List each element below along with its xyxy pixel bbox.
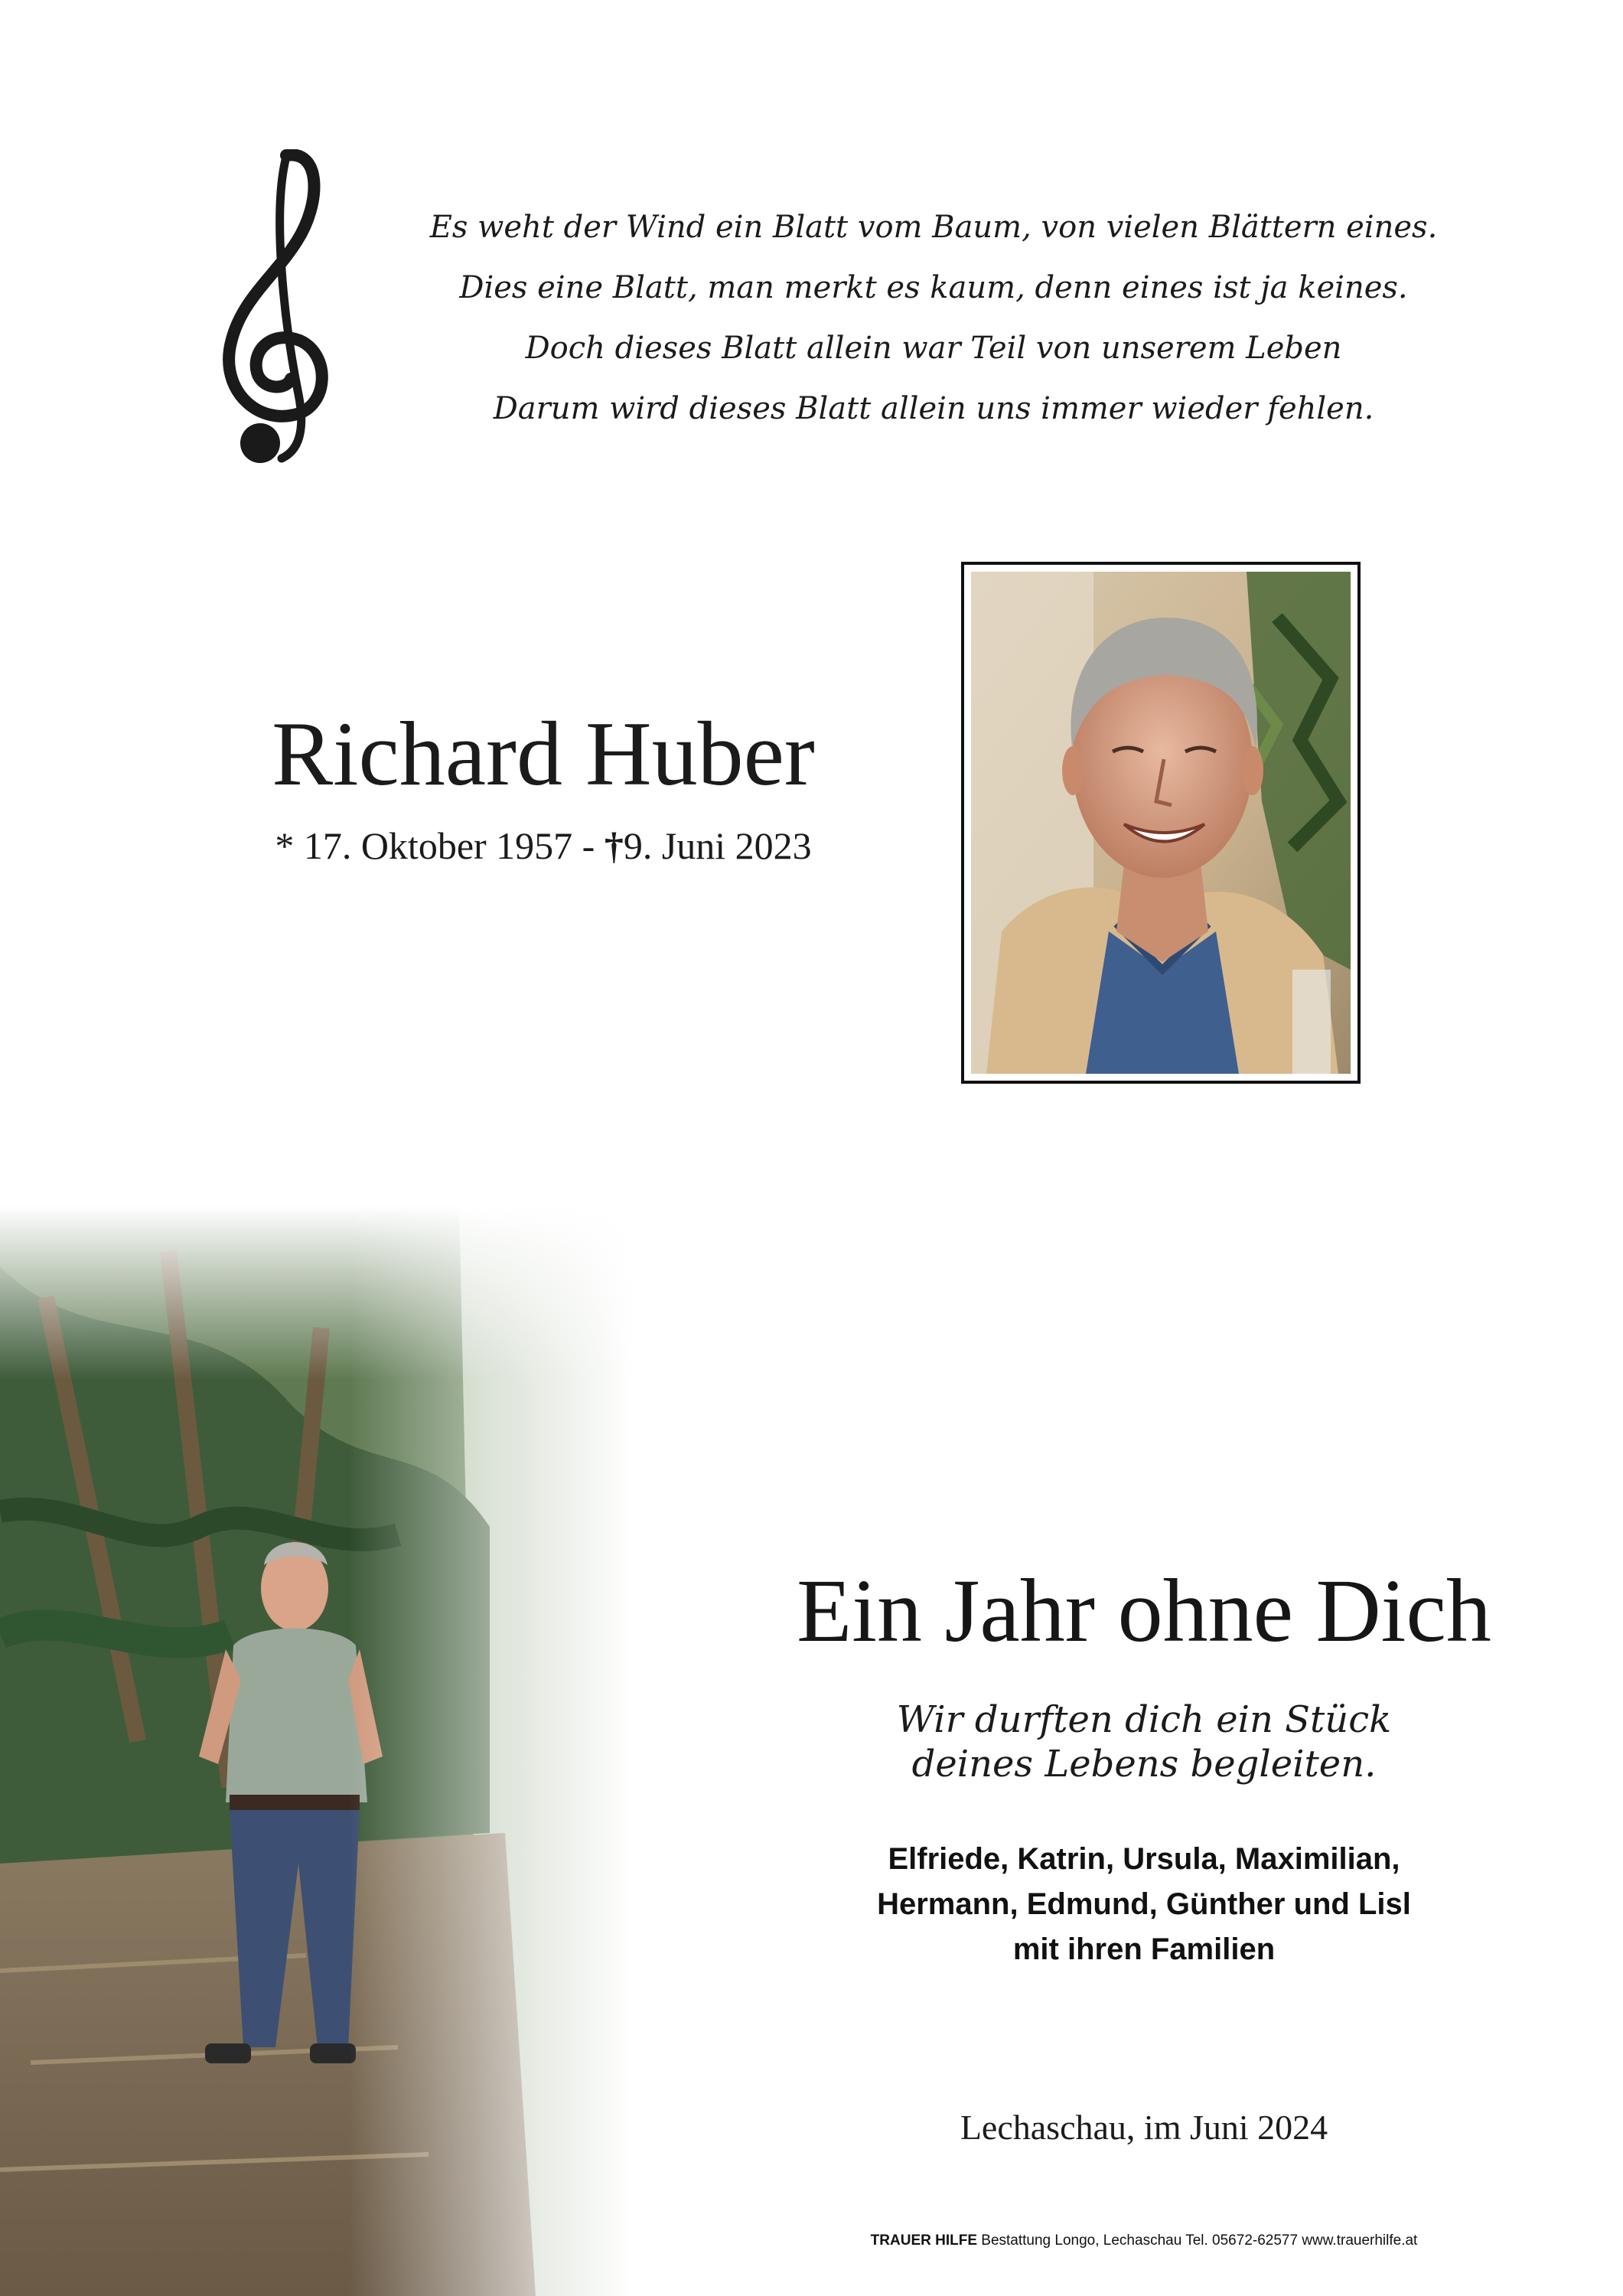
subline-line: Wir durften dich ein Stück	[896, 1698, 1392, 1741]
footer-text: Bestattung Longo, Lechaschau Tel. 05672-62577 www.trauerhilfe.at	[981, 2232, 1418, 2249]
family-line: mit ihren Familien	[1012, 1932, 1276, 1966]
birth-date: * 17. Oktober 1957 -	[275, 824, 595, 867]
poem-line: Doch dieses Blatt allein war Teil von unserem Leben	[525, 331, 1342, 366]
deceased-name: Richard Huber	[272, 703, 815, 804]
subline-line: deines Lebens begleiten.	[911, 1743, 1377, 1786]
life-dates	[230, 823, 857, 869]
standing-photo	[0, 1205, 635, 2296]
poem	[398, 197, 1469, 439]
poem-line: Es weht der Wind ein Blatt vom Baum, von vielen Blättern eines.	[429, 210, 1438, 245]
footer	[735, 2232, 1553, 2250]
poem-line: Dies eine Blatt, man merkt es kaum, denn eines ist ja keines.	[459, 270, 1408, 305]
treble-clef-icon	[207, 149, 344, 471]
place-date: Lechaschau, im Juni 2024	[960, 2108, 1328, 2147]
portrait-photo	[961, 562, 1361, 1084]
family-names	[735, 1837, 1553, 1972]
footer-brand: TRAUER HILFE	[870, 2232, 977, 2249]
family-line: Elfriede, Katrin, Ursula, Maximilian,	[888, 1842, 1400, 1876]
headline: Ein Jahr ohne Dich	[797, 1561, 1491, 1661]
family-line: Hermann, Edmund, Günther und Lisl	[877, 1887, 1411, 1921]
portrait-image	[971, 572, 1351, 1074]
standing-image	[0, 1205, 635, 2296]
poem-line: Darum wird dieses Blatt allein uns immer wieder fehlen.	[493, 391, 1374, 426]
cross-icon: †	[604, 824, 624, 867]
subline	[735, 1698, 1553, 1786]
death-date: 9. Juni 2023	[623, 824, 812, 867]
